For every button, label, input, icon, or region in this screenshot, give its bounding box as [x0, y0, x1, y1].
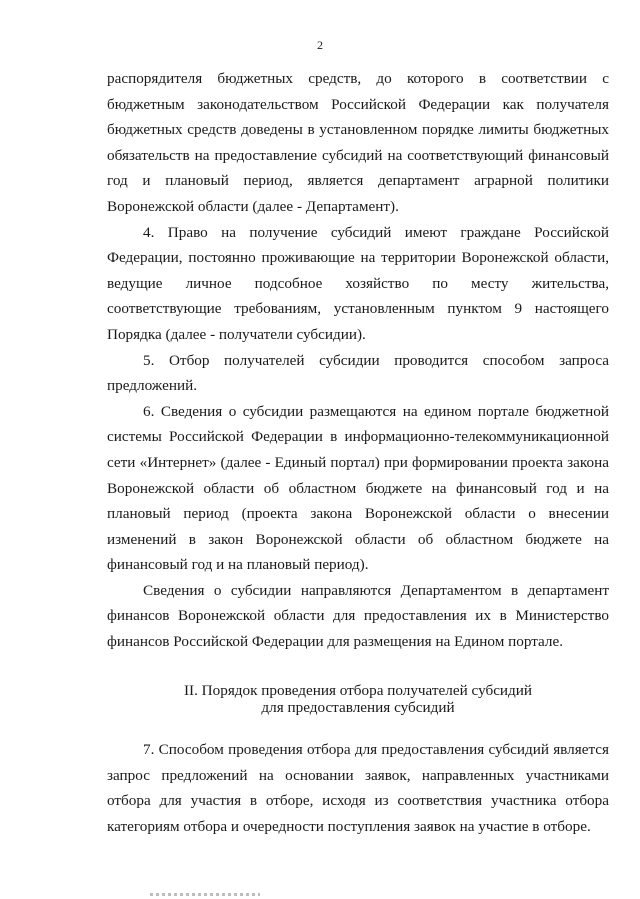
- paragraph-7: 7. Способом проведения отбора для предоставления субсидий является запрос предложений на основании заявок, направленных участниками отбора для участия в отборе, исходя из соответствия участника отбора категориям отбора и очередности поступления заявок на участие в отборе.: [107, 741, 609, 835]
- section-heading-line-1: II. Порядок проведения отбора получателей субсидий: [183, 682, 533, 699]
- paragraph-5: 5. Отбор получателей субсидии проводится способом запроса предложений.: [107, 351, 609, 395]
- paragraph-6-continued: Сведения о субсидии направляются Департаментом в департамент финансов Воронежской области для предоставления их в Министерство финансов Российской Федерации для размещения на Едином портале.: [107, 581, 609, 651]
- paragraph-continuation: распорядителя бюджетных средств, до которого в соответствии с бюджетным законодательством Российской Федерации как получателя бюджетных средств доведены в установленном порядке лимиты бюджетных обязательств на предоставление субсидий на соответствующий финансовый год и плановый период, является департамент аграрной политики Воронежской области (далее - Департамент).: [107, 70, 609, 215]
- page-number: 2: [317, 38, 323, 52]
- section-heading: [107, 682, 609, 716]
- section-heading-line-2: для предоставления субсидий: [261, 699, 455, 716]
- body-text: [107, 66, 609, 655]
- paragraph-6: 6. Сведения о субсидии размещаются на едином портале бюджетной системы Российской Федерации в информационно-телекоммуникационной сети «Интернет» (далее - Единый портал) при формировании проекта закона Воронежской области об областном бюджете на финансовый год и на плановый период (проекта закона Воронежской области о внесении изменений в закон Воронежской области об областном бюджете на финансовый год и на плановый период).: [107, 402, 609, 574]
- scan-artifact: [150, 893, 260, 896]
- paragraph-4: 4. Право на получение субсидий имеют граждане Российской Федерации, постоянно проживающие на территории Воронежской области, ведущие личное подсобное хозяйство по месту жительства, соответствующие требованиям, установленным пунктом 9 настоящего Порядка (далее - получатели субсидии).: [107, 223, 609, 343]
